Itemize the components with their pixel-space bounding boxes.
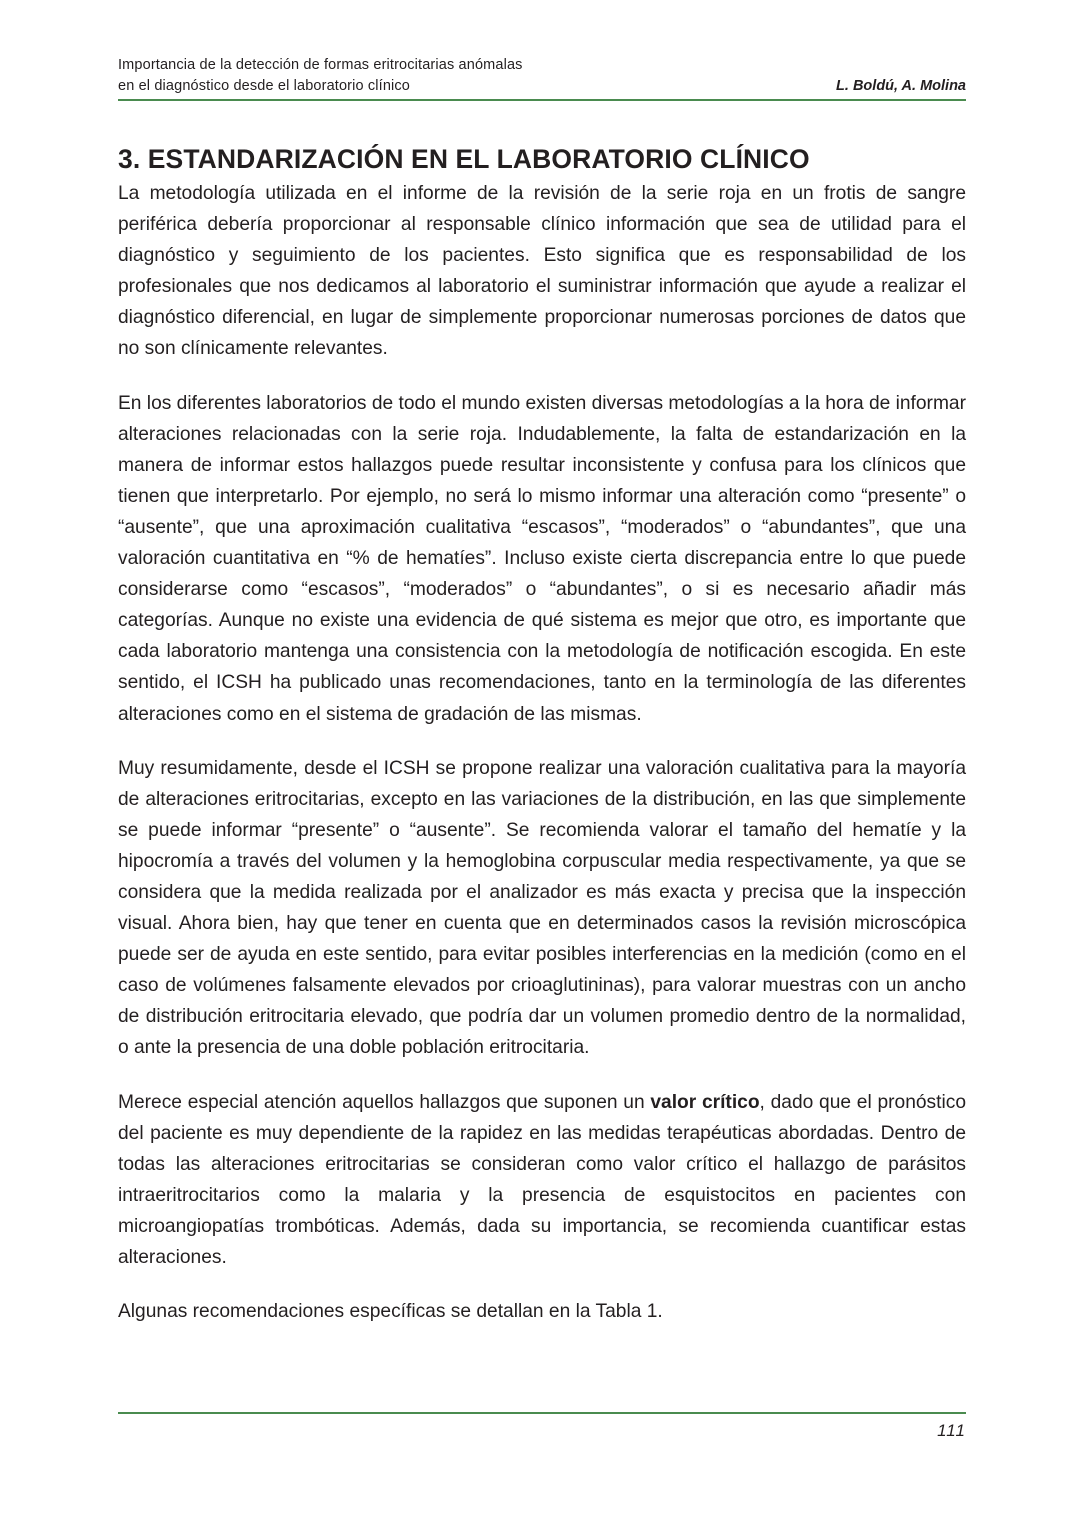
paragraph-2: En los diferentes laboratorios de todo el mundo existen diversas metodologías a la hora de informar alteraciones relacionadas con la serie roja. Indudablemente, la falta de estandarización en la manera de informar estos hallazgos puede resultar inconsistente y confusa para los clínicos que tienen que interpretarlo. Por ejemplo, no será lo mismo informar una alteración como “presente” o “ausente”, que una aproximación cualitativa “escasos”, “moderados” o “abundantes”, que una valoración cuantitativa en “% de hematíes”. Incluso existe cierta discrepancia entre lo que puede considerarse como “escasos”, “moderados” o “abundantes”, o si es necesario añadir más categorías. Aunque no existe una evidencia de qué sistema es mejor que otro, es importante que cada laboratorio mantenga una consistencia con la metodología de notificación escogida. En este sentido, el ICSH ha publicado unas recomendaciones, tanto en la terminología de las diferentes alteraciones como en el sistema de gradación de las mismas. bbox=[118, 392, 966, 725]
paragraph-3: Muy resumidamente, desde el ICSH se propone realizar una valoración cualitativa para la mayoría de alteraciones eritrocitarias, excepto en las variaciones de la distribución, en las que simplemente se puede informar “presente” o “ausente”. Se recomienda valorar el tamaño del hematíe y la hipocromía a través del volumen y la hemoglobina corpuscular media respectivamente, ya que se considera que la medida realizada por el analizador es más exacta y precisa que la inspección visual. Ahora bien, hay que tener en cuenta que en determinados casos la revisión microscópica puede ser de ayuda en este sentido, para evitar posibles interferencias en la medición (como en el caso de volúmenes falsamente elevados por crioaglutininas), para valorar muestras con un ancho de distribución eritrocitaria elevado, que podría dar un volumen promedio dentro de la normalidad, o ante la presencia de una doble población eritrocitaria. bbox=[118, 757, 966, 1059]
header-rule bbox=[118, 99, 966, 101]
paragraph-4-text-after: , dado que el pronóstico del paciente es muy dependiente de la rapidez en las medidas terapéuticas abordadas. Dentro de todas las alteraciones eritrocitarias se consideran como valor crítico el hallazgo de parásitos intraeritrocitarios como la malaria y la presencia de esquistocitos en pacientes con microangiopatías trombóticas. Además, dada su importancia, se recomienda cuantificar estas alteraciones. bbox=[118, 1091, 966, 1268]
running-head-title-line-1: Importancia de la detección de formas eritrocitarias anómalas bbox=[118, 57, 523, 73]
paragraph-4 bbox=[118, 1087, 966, 1274]
running-head bbox=[118, 55, 966, 97]
paragraph-4-text-before: Merece especial atención aquellos hallazgos que suponen un bbox=[118, 1091, 651, 1113]
running-head-title bbox=[118, 55, 523, 97]
page-number: 111 bbox=[937, 1421, 966, 1440]
critical-value-emphasis: valor crítico bbox=[650, 1091, 760, 1113]
paragraph-5: Algunas recomendaciones específicas se detallan en la Tabla 1. bbox=[118, 1301, 663, 1323]
section-heading: 3. ESTANDARIZACIÓN EN EL LABORATORIO CLÍNICO bbox=[118, 143, 810, 174]
paragraph-1: La metodología utilizada en el informe de la revisión de la serie roja en un frotis de sangre periférica debería proporcionar al responsable clínico información que sea de utilidad para el diagnóstico y seguimiento de los pacientes. Esto significa que es responsabilidad de los profesionales que nos dedicamos al laboratorio el suministrar información que ayude a realizar el diagnóstico diferencial, en lugar de simplemente proporcionar numerosas porciones de datos que no son clínicamente relevantes. bbox=[118, 183, 966, 360]
body-content bbox=[118, 178, 966, 1327]
footer-rule bbox=[118, 1412, 966, 1414]
running-head-authors: L. Boldú, A. Molina bbox=[836, 78, 966, 94]
running-head-title-line-2: en el diagnóstico desde el laboratorio clínico bbox=[118, 78, 411, 94]
